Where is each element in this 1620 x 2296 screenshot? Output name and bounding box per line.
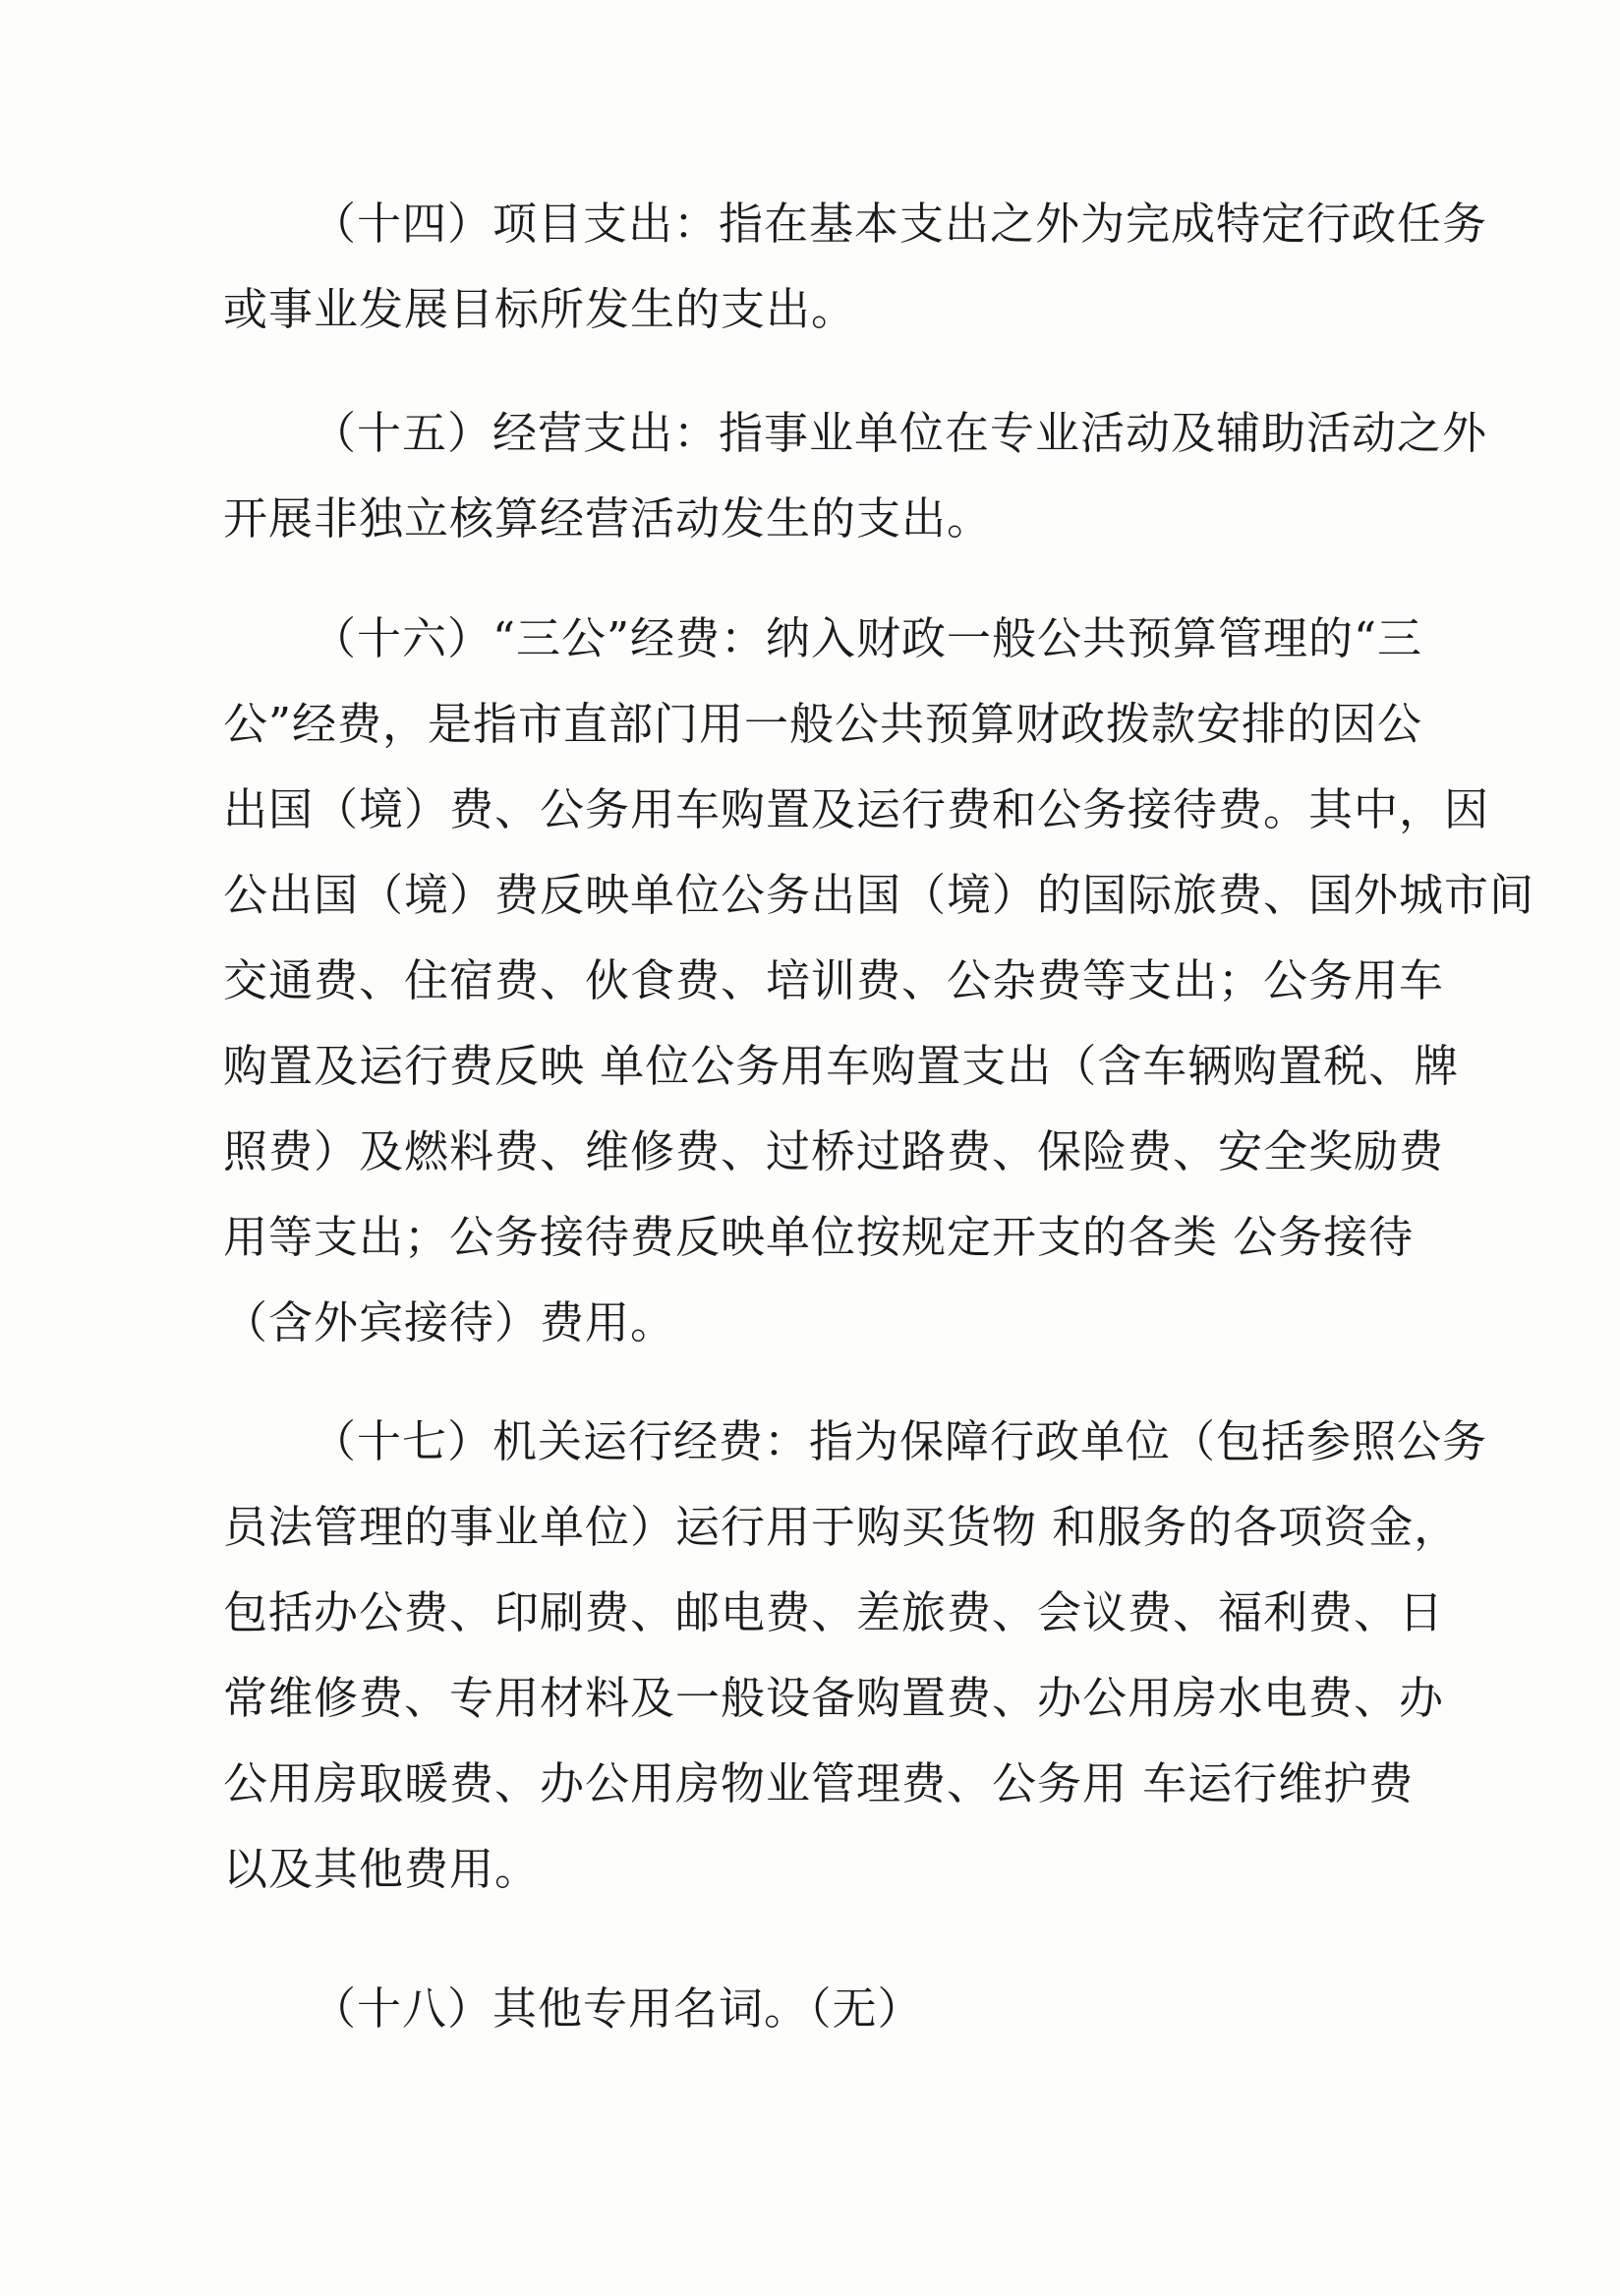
text-line: （十八）其他专用名词。（无） [312, 1982, 923, 2035]
text-line: 公”经费，是指市直部门用一般公共预算财政拨款安排的因公 [223, 698, 1423, 750]
paragraph-three-public-expenses [223, 596, 1535, 1365]
text-line: （十五）经营支出：指事业单位在专业活动及辅助活动之外 [312, 407, 1488, 459]
text-line: 购置及运行费反映 单位公务用车购置支出（含车辆购置税、牌 [223, 1040, 1460, 1092]
text-line: （含外宾接待）费用。 [223, 1296, 676, 1349]
text-line: 常维修费、专用材料及一般设备购置费、办公用房水电费、办 [223, 1672, 1445, 1724]
text-line: 公用房取暖费、办公用房物业管理费、公务用 车运行维护费 [223, 1757, 1415, 1809]
paragraph-other-terms [223, 1966, 1399, 2051]
text-line: 包括办公费、印刷费、邮电费、差旅费、会议费、福利费、日 [223, 1586, 1445, 1638]
text-line: 出国（境）费、公务用车购置及运行费和公务接待费。其中，因 [223, 783, 1490, 835]
paragraph-operating-expenditure [223, 390, 1488, 561]
text-line: 公出国（境）费反映单位公务出国（境）的国际旅费、国外城市间 [223, 869, 1535, 921]
text-line: 以及其他费用。 [223, 1843, 541, 1895]
text-line: （十四）项目支出：指在基本支出之外为完成特定行政任务 [312, 198, 1488, 250]
text-line: 交通费、住宿费、伙食费、培训费、公杂费等支出；公务用车 [223, 954, 1445, 1006]
text-line: 或事业发展目标所发生的支出。 [223, 283, 857, 335]
paragraph-project-expenditure [223, 181, 1488, 352]
text-line: （十六）“三公”经费：纳入财政一般公共预算管理的“三 [312, 612, 1423, 664]
text-line: 开展非独立核算经营活动发生的支出。 [223, 492, 993, 545]
text-line: 照费）及燃料费、维修费、过桥过路费、保险费、安全奖励费 [223, 1125, 1445, 1177]
text-line: 用等支出；公务接待费反映单位按规定开支的各类 公务接待 [223, 1211, 1415, 1263]
text-line: 员法管理的事业单位）运行用于购买货物 和服务的各项资金， [223, 1501, 1460, 1553]
text-line: （十七）机关运行经费：指为保障行政单位（包括参照公务 [312, 1415, 1488, 1467]
paragraph-agency-operating-funds [223, 1399, 1488, 1912]
